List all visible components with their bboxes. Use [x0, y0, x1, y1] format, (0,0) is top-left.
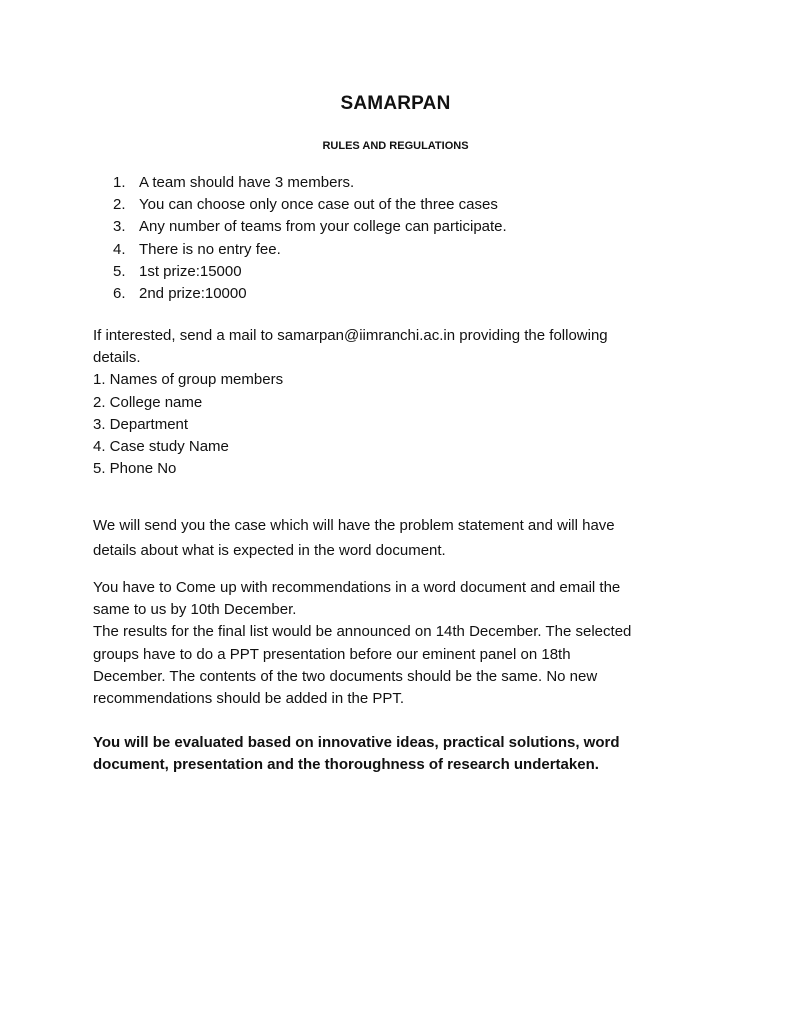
paragraph-line: details about what is expected in the word document.	[93, 542, 446, 559]
paragraph-line: You have to Come up with recommendations in a word document and email the	[93, 579, 621, 596]
evaluation-paragraph	[93, 732, 703, 776]
rule-number: 5.	[113, 262, 126, 280]
paragraph-line: groups have to do a PPT presentation before our eminent panel on 18th	[93, 645, 571, 663]
paragraph-line: December. The contents of the two documents should be the same. No new	[93, 667, 598, 685]
rule-item	[113, 216, 507, 238]
rule-item	[113, 239, 507, 261]
paragraph-line: You will be evaluated based on innovative ideas, practical solutions, word	[93, 734, 620, 751]
rule-item	[113, 261, 507, 283]
paragraph-line: document, presentation and the thoroughness of research undertaken.	[93, 756, 599, 774]
paragraph-line: recommendations should be added in the PPT.	[93, 690, 405, 708]
rule-text: You can choose only once case out of the three cases	[139, 196, 498, 214]
rule-number: 4.	[113, 240, 126, 258]
document-title: SAMARPAN	[340, 93, 451, 114]
rule-number: 2.	[113, 196, 126, 214]
contact-paragraph	[93, 325, 703, 480]
paragraph-line: same to us by 10th December.	[93, 601, 297, 619]
paragraph-line: We will send you the case which will have the problem statement and will have	[93, 517, 615, 534]
detail-item: 1. Names of group members	[93, 371, 284, 389]
rule-text: Any number of teams from your college can participate.	[139, 218, 507, 236]
detail-item: 5. Phone No	[93, 460, 177, 478]
rule-item	[113, 283, 507, 305]
rule-item	[113, 172, 507, 194]
case-paragraph	[93, 513, 703, 563]
detail-item: 3. Department	[93, 415, 189, 433]
rule-number: 1.	[113, 174, 126, 191]
rule-text: 1st prize:15000	[139, 262, 242, 280]
rule-number: 3.	[113, 218, 126, 236]
detail-item: 4. Case study Name	[93, 438, 229, 456]
rules-list	[113, 172, 507, 305]
paragraph-line: The results for the final list would be announced on 14th December. The selected	[93, 623, 632, 641]
rule-text: A team should have 3 members.	[139, 174, 355, 191]
submission-paragraph	[93, 577, 703, 710]
contact-intro: If interested, send a mail to samarpan@iimranchi.ac.in providing the following	[93, 327, 608, 344]
detail-item: 2. College name	[93, 393, 203, 411]
contact-intro: details.	[93, 349, 141, 367]
rule-number: 6.	[113, 285, 126, 303]
rule-text: There is no entry fee.	[139, 240, 281, 258]
document-subtitle: RULES AND REGULATIONS	[322, 140, 469, 152]
rule-item	[113, 194, 507, 216]
rule-text: 2nd prize:10000	[139, 285, 247, 303]
